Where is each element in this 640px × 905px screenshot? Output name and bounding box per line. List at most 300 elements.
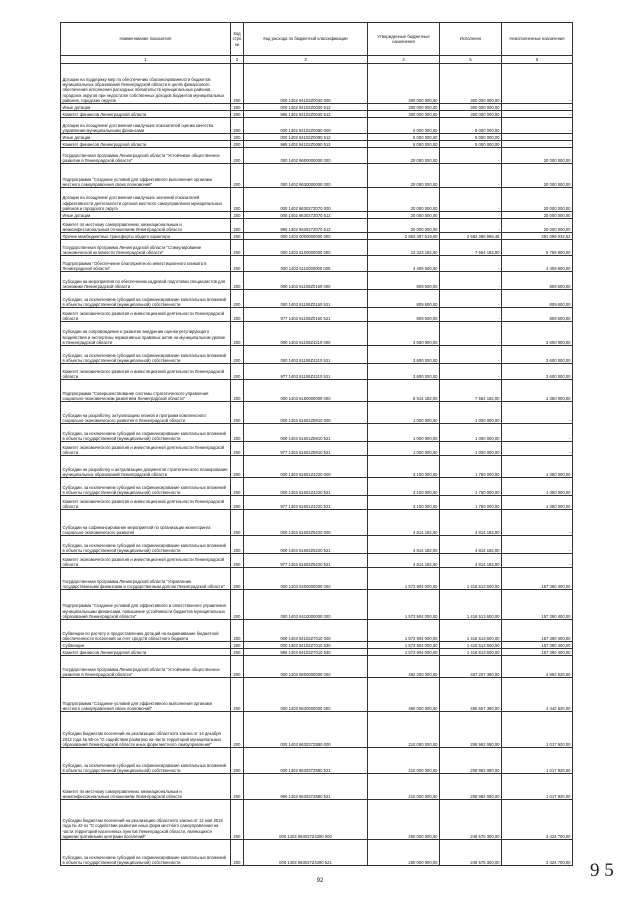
row-executed: 4 814 182,00 [440,510,502,536]
row-name: Субсидии бюджетам поселений на реализацию областного закона от 14 декабря 2012 года № 95-оз "О содействии развитию на части территорий муниципальных образований Ленинградской области иных форм местного самоуправления" [61,712,231,748]
header-name: Наименование показателя [61,23,231,56]
row-approved: 1 573 904 000,00 [368,590,440,620]
handwritten-page-stamp: 9 5 [590,860,614,881]
row-approved: 1 573 904 000,00 [368,649,440,656]
column-number-row [61,56,573,64]
row-executed: 1 750 000,00 [440,456,502,478]
row-unexecuted: 1 017 920,00 [502,748,573,774]
row-approved: 5 000 000,00 [368,118,440,134]
row-approved: 3 100 000,00 [368,456,440,478]
table-row [61,496,573,510]
table-row [61,346,573,364]
row-unexecuted: - [502,424,573,442]
row-name: Субсидии на мероприятия по обеспечению кадровой подготовки специалистов для экономики Ленинградской области [61,272,231,290]
row-executed: 457 207 380,00 [440,656,502,678]
row-unexecuted: 4 442 620,00 [502,678,573,712]
table-row [61,656,573,678]
table-row [61,678,573,712]
table-row [61,118,573,134]
table-row [61,442,573,456]
row-approved: 300 000 000,00 [368,104,440,111]
table-row [61,478,573,496]
row-line-code: 200 [231,111,244,118]
row-unexecuted: 1 350 000,00 [502,496,573,510]
row-executed: - [440,346,502,364]
row-kbk: 985 1403 64102Z7010 530 [244,649,368,656]
row-name: Субсидии бюджетам поселений на реализацию областного закона от 12 мая 2015 года № 42-оз "О содействии развитию иных форм местного самоуправления на части территорий населенных пунктов Ленинградской области, являющихся административными центрами поселений" [61,800,231,840]
row-unexecuted: - [502,442,573,456]
row-name: Комитет экономического развития и инвестиционной деятельности Ленинградской области [61,442,231,456]
row-name: Субсидии на разработку и актуализацию документов стратегического планирования муниципальных образований Ленинградской области [61,456,231,478]
row-executed: 5 000 000,00 [440,118,502,134]
row-approved: 20 000 000,00 [368,219,440,233]
row-kbk: 977 1403 61601Z8910 521 [244,442,368,456]
row-approved: 8 914 182,00 [368,380,440,402]
column-number: 4 [368,56,440,64]
row-kbk: 000 1403 6400000000 000 [244,568,368,590]
row-kbk: 000 1403 64102Z7010 530 [244,642,368,649]
row-kbk: 000 1403 663037Z4390 521 [244,840,368,866]
row-name: Прочие межбюджетные трансферты общего характера [61,233,231,240]
row-executed: 1 000 000,00 [440,402,502,424]
row-kbk: 000 1403 6410000000 000 [244,590,368,620]
row-kbk: 990 1402 663027Z070 512 [244,219,368,233]
row-name: Подпрограмма "Создание условий для эффективного выполнения органами местного самоуправления своих полномочий" [61,678,231,712]
column-number: 3 [244,56,368,64]
row-executed: 1 416 513 600,00 [440,642,502,649]
row-unexecuted: 20 000 000,00 [502,188,573,212]
row-name: Субсидии на разработку, актуализацию планов и программ комплексного социально-экономического развития в Ленинградской области [61,402,231,424]
header-approved: Утвержденные бюджетные назначения [368,23,440,56]
row-executed: - [440,272,502,290]
row-line-code: 200 [231,510,244,536]
row-unexecuted: - [502,64,573,104]
row-line-code: 200 [231,308,244,322]
row-approved: 3 600 000,00 [368,346,440,364]
row-unexecuted: 3 600 000,00 [502,346,573,364]
row-unexecuted: - [502,510,573,536]
table-row [61,554,573,568]
row-line-code: 200 [231,678,244,712]
row-kbk: 977 1403 61601Z4220 521 [244,496,368,510]
table-row [61,141,573,148]
row-line-code: 200 [231,748,244,774]
row-name: Подпрограмма "Создание условий для эффективного выполнения органами местного самоуправления своих полномочий" [61,164,231,188]
row-line-code: 200 [231,442,244,456]
row-approved: 4 814 182,00 [368,554,440,568]
row-unexecuted: - [502,111,573,118]
row-executed: 1 416 513 600,00 [440,649,502,656]
row-unexecuted: 20 000 000,00 [502,148,573,164]
row-line-code: 200 [231,536,244,554]
row-approved: 20 000 000,00 [368,188,440,212]
row-line-code: 200 [231,219,244,233]
row-approved: 20 000 000,00 [368,148,440,164]
row-line-code: 200 [231,568,244,590]
row-line-code: 200 [231,256,244,272]
row-line-code: 200 [231,380,244,402]
column-number: 6 [502,56,573,64]
row-unexecuted: 1 350 000,00 [502,380,573,402]
row-name: Субсидии, за исключением субсидий на софинансирование капитальных вложений в объекты государственной (муниципальной) собственности [61,424,231,442]
row-executed: 300 000 000,00 [440,111,502,118]
table-row [61,219,573,233]
row-line-code: 200 [231,233,244,240]
row-name: Иные дотации [61,134,231,141]
row-kbk: 000 1403 6630000000 000 [244,678,368,712]
row-unexecuted: - [502,536,573,554]
row-name: Субсидии, за исключением субсидий на софинансирование капитальных вложений в объекты государственной (муниципальной) собственности [61,748,231,774]
row-executed: 246 575 300,00 [440,800,502,840]
row-executed: 5 000 000,00 [440,134,502,141]
table-row [61,148,573,164]
row-name: Субсидии, за исключением субсидий на софинансирование капитальных вложений в объекты государственной (муниципальной) собственности [61,536,231,554]
row-approved: 3 100 000,00 [368,478,440,496]
column-number: 1 [61,56,231,64]
table-row [61,620,573,642]
row-approved: 20 000 000,00 [368,164,440,188]
row-line-code: 200 [231,322,244,346]
table-row [61,649,573,656]
row-approved: 1 573 904 000,00 [368,620,440,642]
table-row [61,536,573,554]
table-row [61,164,573,188]
row-kbk: 000 1403 663037Z880 521 [244,748,368,774]
row-approved: 809 600,00 [368,308,440,322]
row-unexecuted: - [502,118,573,134]
row-kbk: 000 1402 64102Z0040 512 [244,104,368,111]
row-kbk: 000 1403 6100000000 000 [244,240,368,256]
row-executed: 4 814 182,00 [440,554,502,568]
row-kbk: 000 1402 663027Z070 000 [244,188,368,212]
header-executed: Исполнено [440,23,502,56]
row-executed: 1 416 513 600,00 [440,620,502,642]
row-executed: 246 575 300,00 [440,840,502,866]
row-name: Субсидии, за исключением субсидий на софинансирование капитальных вложений в объекты государственной (муниципальной) собственности [61,840,231,866]
row-unexecuted: - [502,134,573,141]
row-name: Комитет экономического развития и инвестиционной деятельности Ленинградской области [61,554,231,568]
row-name: Субсидии на сопровождение и развитие внедрения оценки регулирующего воздействия и экспертизы нормативных правовых актов на муниципальном уровне в Ленинградской области [61,322,231,346]
row-executed: 7 564 182,00 [440,240,502,256]
row-kbk: 985 1402 64102Z0080 512 [244,141,368,148]
table-row [61,510,573,536]
row-kbk: 000 1403 61601Z8910 000 [244,402,368,424]
row-name: Субвенции [61,642,231,649]
row-executed: 300 000 000,00 [440,64,502,104]
row-executed: - [440,188,502,212]
row-approved: 1 000 000,00 [368,442,440,456]
row-approved: 3 600 000,00 [368,364,440,380]
row-executed: 1 750 000,00 [440,478,502,496]
row-name: Субсидии, за исключением субсидий на софинансирование капитальных вложений в объекты государственной (муниципальной) собственности [61,346,231,364]
row-line-code: 200 [231,712,244,748]
row-line-code: 200 [231,346,244,364]
row-line-code: 200 [231,240,244,256]
row-unexecuted: 3 424 700,00 [502,840,573,866]
row-approved: 20 000 000,00 [368,212,440,219]
row-name: Государственная программа Ленинградской области "Устойчивое общественное развитие в Ленинградской области" [61,148,231,164]
row-approved: 4 409 600,00 [368,256,440,272]
table-row [61,424,573,442]
row-name: Дотации на поощрение достижения наилучших значений показателей эффективности деятельности органов местного самоуправления муниципальных районов и городского округа [61,188,231,212]
row-executed: - [440,212,502,219]
row-kbk: 000 1403 64102Z7010 000 [244,620,368,642]
row-unexecuted: 3 600 000,00 [502,364,573,380]
table-row [61,774,573,800]
row-name: Подпрограмма "Совершенствование системы стратегического управления социально-экономическим развитием Ленинградской области" [61,380,231,402]
table-row [61,712,573,748]
row-approved: 5 000 000,00 [368,141,440,148]
row-line-code: 200 [231,164,244,188]
row-line-code: 200 [231,64,244,104]
row-approved: 462 200 000,00 [368,656,440,678]
row-kbk: 000 1403 6110000000 000 [244,256,368,272]
row-kbk: 000 1402 64102Z0080 512 [244,134,368,141]
column-number: 5 [440,56,502,64]
row-unexecuted: - [502,402,573,424]
table-row [61,188,573,212]
row-approved: 1 573 904 000,00 [368,568,440,590]
row-approved: 210 000 000,00 [368,748,440,774]
row-executed: - [440,148,502,164]
row-name: Государственная программа Ленинградской области "Стимулирование экономической активности Ленинградской области" [61,240,231,256]
row-approved: 210 000 000,00 [368,774,440,800]
row-kbk: 977 1403 61108Z4210 521 [244,364,368,380]
table-row [61,748,573,774]
row-executed: 5 000 000,00 [440,141,502,148]
row-name: Комитет по местному самоуправлению, межнациональным и межконфессиональным отношениям Ленинградской области [61,774,231,800]
row-name: Подпрограмма "Обеспечение благоприятного инвестиционного климата в Ленинградской области" [61,256,231,272]
row-executed: - [440,219,502,233]
row-line-code: 200 [231,188,244,212]
row-unexecuted: 157 390 400,00 [502,649,573,656]
row-line-code: 200 [231,649,244,656]
row-line-code: 200 [231,212,244,219]
row-executed: - [440,290,502,308]
row-unexecuted: 1 017 920,00 [502,712,573,748]
row-kbk: 000 1403 61108Z0150 521 [244,290,368,308]
page-number: 92 [316,878,324,884]
table-row [61,380,573,402]
row-name: Субсидии, за исключением субсидий на софинансирование капитальных вложений в объекты государственной (муниципальной) собственности [61,290,231,308]
row-unexecuted: 3 600 000,00 [502,322,573,346]
row-unexecuted: 3 424 700,00 [502,800,573,840]
row-executed: 208 982 080,00 [440,774,502,800]
row-line-code: 200 [231,840,244,866]
table-row [61,402,573,424]
row-unexecuted: 1 350 000,00 [502,456,573,478]
row-kbk: 977 1403 61108Z0150 521 [244,308,368,322]
table-row [61,308,573,322]
row-executed: 4 814 182,00 [440,536,502,554]
row-unexecuted: 157 390 400,00 [502,620,573,642]
row-line-code: 200 [231,104,244,111]
row-line-code: 200 [231,774,244,800]
row-unexecuted: - [502,141,573,148]
row-line-code: 200 [231,134,244,141]
row-kbk: 000 1403 61108Z4210 000 [244,322,368,346]
row-executed: - [440,322,502,346]
row-name: Субвенции по расчету и предоставлению дотаций на выравнивание бюджетной обеспеченности поселений за счет средств областного бюджета [61,620,231,642]
row-unexecuted: 809 600,00 [502,308,573,322]
row-approved: 210 000 000,00 [368,712,440,748]
row-executed: 2 562 386 986,48 [440,233,502,240]
row-name: Комитет экономического развития и инвестиционной деятельности Ленинградской области [61,364,231,380]
row-approved: 460 000 000,00 [368,678,440,712]
row-executed: 455 557 380,00 [440,678,502,712]
row-name: Подпрограмма "Создание условий для эффективного и ответственного управления муниципальными финансами, повышение устойчивости бюджетов муниципальных образований Ленинградской области" [61,590,231,620]
table-row [61,256,573,272]
table-row [61,290,573,308]
column-number: 2 [231,56,244,64]
row-executed: - [440,308,502,322]
row-executed: - [440,164,502,188]
row-line-code: 200 [231,456,244,478]
row-line-code: 200 [231,364,244,380]
row-unexecuted: 20 000 000,00 [502,212,573,219]
table-row [61,240,573,256]
row-executed: - [440,364,502,380]
row-approved: 3 600 000,00 [368,322,440,346]
row-line-code: 200 [231,590,244,620]
table-row [61,456,573,478]
table-body [61,64,573,866]
table-row [61,134,573,141]
row-line-code: 200 [231,402,244,424]
row-executed: - [440,256,502,272]
row-unexecuted: - [502,554,573,568]
row-line-code: 200 [231,656,244,678]
table-row [61,212,573,219]
row-name: Государственная программа Ленинградской области "Устойчивое общественное развитие в Ленинградской области" [61,656,231,678]
row-line-code: 200 [231,148,244,164]
table-row [61,840,573,866]
row-unexecuted: 157 390 400,00 [502,590,573,620]
table-row [61,104,573,111]
row-line-code: 200 [231,424,244,442]
row-approved: 1 000 000,00 [368,424,440,442]
row-name: Субсидии на софинансирование мероприятий по организации мониторинга социально-экономического развития [61,510,231,536]
row-kbk: 985 1402 64102Z0040 512 [244,111,368,118]
row-unexecuted: 5 759 800,00 [502,240,573,256]
row-unexecuted: 291 099 032,52 [502,233,573,240]
row-approved: 4 814 182,00 [368,510,440,536]
row-executed: 300 000 000,00 [440,104,502,111]
table-row [61,364,573,380]
row-unexecuted: 4 992 620,00 [502,656,573,678]
row-kbk: 000 1403 6600000000 000 [244,656,368,678]
row-kbk: 000 1403 61108Z0150 000 [244,272,368,290]
row-approved: 4 814 182,00 [368,536,440,554]
budget-report-sheet [60,22,572,866]
row-approved: 300 000 000,00 [368,64,440,104]
row-unexecuted: 1 350 000,00 [502,478,573,496]
row-executed: 1 000 000,00 [440,424,502,442]
row-kbk: 000 1403 61601Z8910 521 [244,424,368,442]
row-line-code: 200 [231,118,244,134]
row-kbk: 000 1402 663027Z070 512 [244,212,368,219]
table-row [61,800,573,840]
row-kbk: 000 1402 6600000000 000 [244,148,368,164]
table-row [61,642,573,649]
row-approved: 5 000 000,00 [368,134,440,141]
table-row [61,272,573,290]
row-executed: 208 982 080,00 [440,748,502,774]
row-approved: 250 000 000,00 [368,840,440,866]
row-kbk: 000 1403 61602Z9220 000 [244,510,368,536]
table-row [61,322,573,346]
row-kbk: 000 1402 6630000000 000 [244,164,368,188]
row-line-code: 200 [231,620,244,642]
row-approved: 809 600,00 [368,272,440,290]
row-kbk: 000 1403 0000000000 000 [244,233,368,240]
row-approved: 3 100 000,00 [368,496,440,510]
table-row [61,111,573,118]
row-line-code: 200 [231,141,244,148]
row-kbk: 000 1402 64102Z0040 000 [244,64,368,104]
row-kbk: 000 1403 61601Z4220 000 [244,456,368,478]
row-approved: 1 000 000,00 [368,402,440,424]
row-line-code: 200 [231,290,244,308]
row-unexecuted: 157 390 400,00 [502,568,573,590]
row-name: Комитет финансов Ленинградской области [61,111,231,118]
row-kbk: 000 1403 61601Z4220 521 [244,478,368,496]
row-executed: 7 564 182,00 [440,380,502,402]
table-row [61,568,573,590]
row-approved: 809 600,00 [368,290,440,308]
row-line-code: 200 [231,272,244,290]
row-unexecuted: 1 017 920,00 [502,774,573,800]
header-unexecuted: Неисполненные назначения [502,23,573,56]
row-unexecuted: 20 000 000,00 [502,219,573,233]
row-approved: 13 323 182,00 [368,240,440,256]
table-row [61,590,573,620]
row-name: Комитет экономического развития и инвестиционной деятельности Ленинградской области [61,308,231,322]
row-name: Субсидии, за исключением субсидий на софинансирование капитальных вложений в объекты государственной (муниципальной) собственности [61,478,231,496]
row-unexecuted: 20 000 000,00 [502,164,573,188]
row-unexecuted: 4 409 600,00 [502,256,573,272]
row-executed: 1 750 000,00 [440,496,502,510]
row-name: Иные дотации [61,212,231,219]
budget-table [60,22,573,866]
row-line-code: 200 [231,800,244,840]
header-line-code: Код стро ки [231,23,244,56]
row-approved: 250 000 000,00 [368,800,440,840]
row-name: Комитет экономического развития и инвестиционной деятельности Ленинградской области [61,496,231,510]
row-name: Комитет по местному самоуправлению, межнациональным и межконфессиональным отношениям Ленинградской области [61,219,231,233]
header-kbk: Код расхода по бюджетной классификации [244,23,368,56]
row-name: Государственная программа Ленинградской области "Управление государственными финансами и государственным долгом Ленинградской области" [61,568,231,590]
row-line-code: 200 [231,496,244,510]
row-name: Дотации на поддержку мер по обеспечению сбалансированности бюджетов муниципальных образований Ленинградской области в целях финансового обеспечения исполнения расходных обязательств муниципальных районов, городских округов при недостатке собственных доходов бюджетов муниципальных районов, городских округов [61,64,231,104]
row-executed: 1 000 000,00 [440,442,502,456]
row-unexecuted: 809 600,00 [502,272,573,290]
row-kbk: 000 1403 6160000000 000 [244,380,368,402]
header-row [61,23,573,56]
row-unexecuted: 157 390 400,00 [502,642,573,649]
row-kbk: 990 1403 663037Z880 521 [244,774,368,800]
row-line-code: 200 [231,554,244,568]
row-kbk: 000 1403 61602Z9220 521 [244,536,368,554]
row-line-code: 200 [231,478,244,496]
table-row [61,64,573,104]
row-kbk: 000 1403 61108Z4210 521 [244,346,368,364]
row-name: Комитет финансов Ленинградской области [61,649,231,656]
row-approved: 2 853 487 519,00 [368,233,440,240]
row-executed: 208 982 080,00 [440,712,502,748]
table-row [61,233,573,240]
row-kbk: 977 1403 61602Z9220 521 [244,554,368,568]
